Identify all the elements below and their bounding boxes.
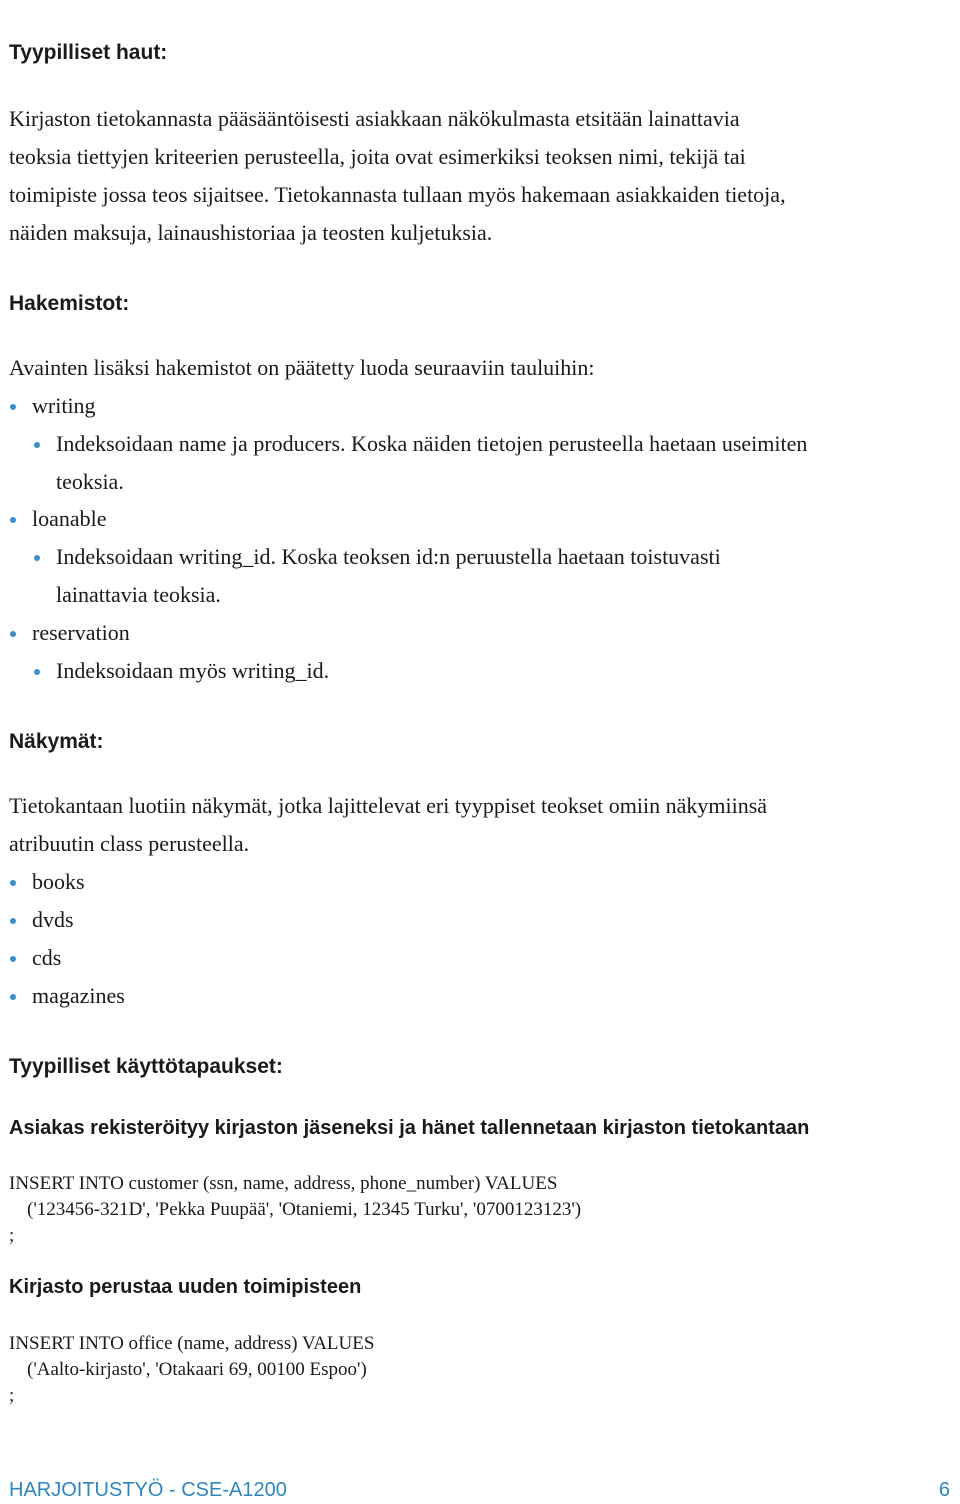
paragraph-line: näiden maksuja, lainaushistoriaa ja teosten kuljetuksia.	[9, 220, 493, 245]
index-sub-line: Indeksoidaan name ja producers. Koska näiden tietojen perusteella haetaan useimiten	[56, 431, 808, 456]
section-heading-searches: Tyypilliset haut:	[9, 41, 168, 64]
index-sub-line: Indeksoidaan myös writing_id.	[56, 658, 330, 683]
sql-code-line: ;	[9, 1225, 15, 1246]
bullet-icon	[34, 669, 40, 675]
use-case-title: Asiakas rekisteröityy kirjaston jäseneksi ja hänet tallennetaan kirjaston tietokantaan	[9, 1117, 810, 1139]
bullet-icon	[10, 918, 16, 924]
sql-code-line: INSERT INTO customer (ssn, name, address, phone_number) VALUES	[9, 1173, 558, 1194]
paragraph-line: toimipiste jossa teos sijaitsee. Tietokannasta tullaan myös hakemaan asiakkaiden tietoja,	[9, 182, 786, 207]
section-heading-use-cases: Tyypilliset käyttötapaukset:	[9, 1055, 283, 1078]
view-item-cds: cds	[32, 945, 62, 970]
paragraph-line: teoksia tiettyjen kriteerien perusteella, joita ovat esimerkiksi teoksen nimi, tekijä tai	[9, 144, 746, 169]
footer-title: HARJOITUSTYÖ - CSE-A1200	[9, 1479, 287, 1501]
sql-code-line: ('Aalto-kirjasto', 'Otakaari 69, 00100 Espoo')	[27, 1359, 367, 1380]
sql-code-line: INSERT INTO office (name, address) VALUES	[9, 1333, 375, 1354]
sql-code-line: ('123456-321D', 'Pekka Puupää', 'Otaniemi, 12345 Turku', '0700123123')	[27, 1199, 582, 1220]
section-heading-indexes: Hakemistot:	[9, 292, 130, 315]
bullet-icon	[34, 442, 40, 448]
view-item-magazines: magazines	[32, 983, 125, 1008]
index-sub-line: teoksia.	[56, 469, 124, 494]
bullet-icon	[34, 555, 40, 561]
bullet-icon	[10, 880, 16, 886]
index-sub-line: lainattavia teoksia.	[56, 582, 221, 607]
sql-code-line: ;	[9, 1385, 15, 1406]
paragraph-line: Tietokantaan luotiin näkymät, jotka lajittelevat eri tyyppiset teokset omiin näkymiinsä	[9, 793, 768, 818]
bullet-icon	[10, 956, 16, 962]
index-item-loanable: loanable	[32, 506, 107, 531]
page-number: 6	[938, 1479, 950, 1501]
bullet-icon	[10, 994, 16, 1000]
paragraph-line: atribuutin class perusteella.	[9, 831, 250, 856]
use-case-title: Kirjasto perustaa uuden toimipisteen	[9, 1276, 362, 1298]
bullet-icon	[10, 631, 16, 637]
bullet-icon	[10, 517, 16, 523]
paragraph-line: Kirjaston tietokannasta pääsääntöisesti asiakkaan näkökulmasta etsitään lainattavia	[9, 106, 740, 131]
section-heading-views: Näkymät:	[9, 730, 104, 753]
index-item-writing: writing	[32, 393, 96, 418]
indexes-intro: Avainten lisäksi hakemistot on päätetty luoda seuraaviin tauluihin:	[9, 355, 595, 380]
index-sub-line: Indeksoidaan writing_id. Koska teoksen id:n peruustella haetaan toistuvasti	[56, 544, 721, 569]
index-item-reservation: reservation	[32, 620, 130, 645]
view-item-books: books	[32, 869, 85, 894]
view-item-dvds: dvds	[32, 907, 74, 932]
bullet-icon	[10, 404, 16, 410]
